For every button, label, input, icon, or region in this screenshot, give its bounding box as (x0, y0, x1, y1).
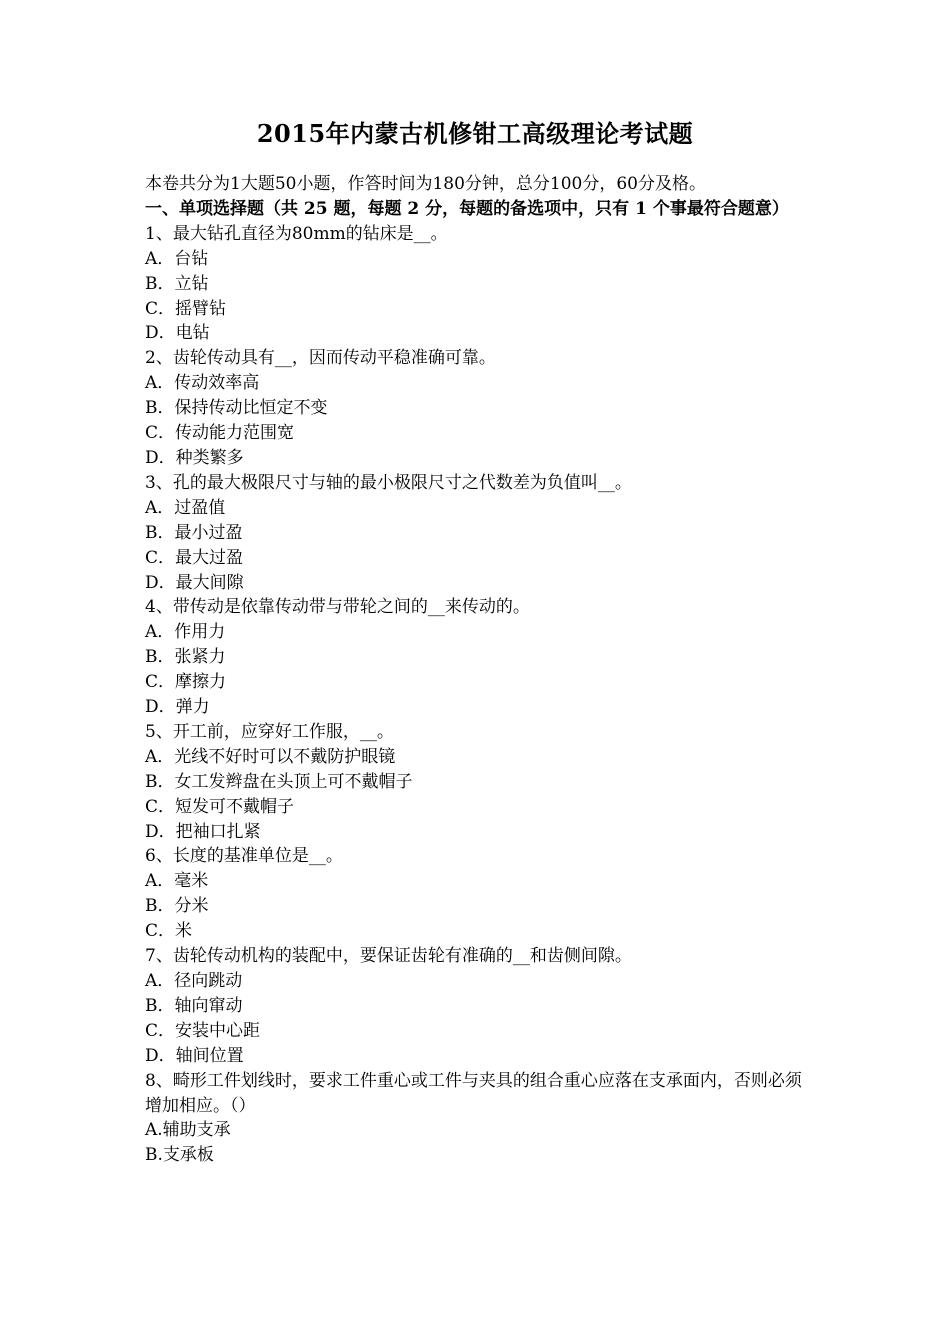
question-option: D．最大间隙 (145, 572, 244, 593)
question-option: C．安装中心距 (145, 1020, 261, 1041)
question-option: B．女工发辫盘在头顶上可不戴帽子 (145, 771, 413, 792)
document-body (145, 172, 810, 1168)
question-stem: 1、最大钻孔直径为80mm的钻床是__。 (145, 223, 448, 244)
question-stem: 2、齿轮传动具有__，因而传动平稳准确可靠。 (145, 348, 496, 369)
intro-text: 本卷共分为1大题50小题，作答时间为180分钟，总分100分，60分及格。 (145, 174, 706, 194)
question-stem: 7、齿轮传动机构的装配中，要保证齿轮有准确的__和齿侧间隙。 (145, 946, 632, 967)
question-option: A．光线不好时可以不戴防护眼镜 (145, 746, 396, 767)
question-option: B．保持传动比恒定不变 (145, 398, 328, 419)
question-option: D．把袖口扎紧 (145, 821, 261, 842)
question-option: A．毫米 (145, 871, 209, 892)
question-option: A．作用力 (145, 622, 226, 643)
question-option: D．弹力 (145, 697, 210, 718)
question-option: C．摇臂钻 (145, 298, 227, 319)
question-stem: 6、长度的基准单位是__。 (145, 846, 343, 867)
question-option: A．传动效率高 (145, 373, 260, 394)
question-option: A．过盈值 (145, 497, 226, 518)
question-option: B．最小过盈 (145, 522, 243, 543)
question-stem: 5、开工前，应穿好工作服，__。 (145, 721, 394, 742)
question-option: A．径向跳动 (145, 971, 243, 991)
question-option: D．种类繁多 (145, 447, 244, 468)
question-option: B．分米 (145, 896, 209, 917)
question-option: C．最大过盈 (145, 547, 244, 568)
question-option: C．摩擦力 (145, 672, 227, 693)
document-title: 2015年内蒙古机修钳工高级理论考试题 (256, 119, 694, 148)
question-option: D．轴间位置 (145, 1045, 244, 1066)
question-option: B.支承板 (145, 1145, 214, 1166)
question-option: C．米 (145, 921, 193, 942)
question-option: A．台钻 (145, 248, 209, 269)
question-option: D．电钻 (145, 323, 210, 344)
question-option: B．轴向窜动 (145, 995, 243, 1016)
question-stem: 4、带传动是依靠传动带与带轮之间的__来传动的。 (145, 597, 530, 618)
question-option: A.辅助支承 (145, 1120, 231, 1141)
question-stem: 8、畸形工件划线时，要求工件重心或工件与夹具的组合重心应落在支承面内，否则必须增加相应。（） (145, 1070, 802, 1116)
question-option: C．短发可不戴帽子 (145, 796, 295, 817)
question-option: C．传动能力范围宽 (145, 423, 295, 444)
question-stem: 3、孔的最大极限尺寸与轴的最小极限尺寸之代数差为负值叫__。 (145, 472, 632, 493)
question-option: B．立钻 (145, 273, 209, 294)
question-option: B．张紧力 (145, 647, 226, 668)
section-heading: 一、单项选择题（共 25 题，每题 2 分，每题的备选项中，只有 1 个事最符合题意） (145, 198, 789, 219)
